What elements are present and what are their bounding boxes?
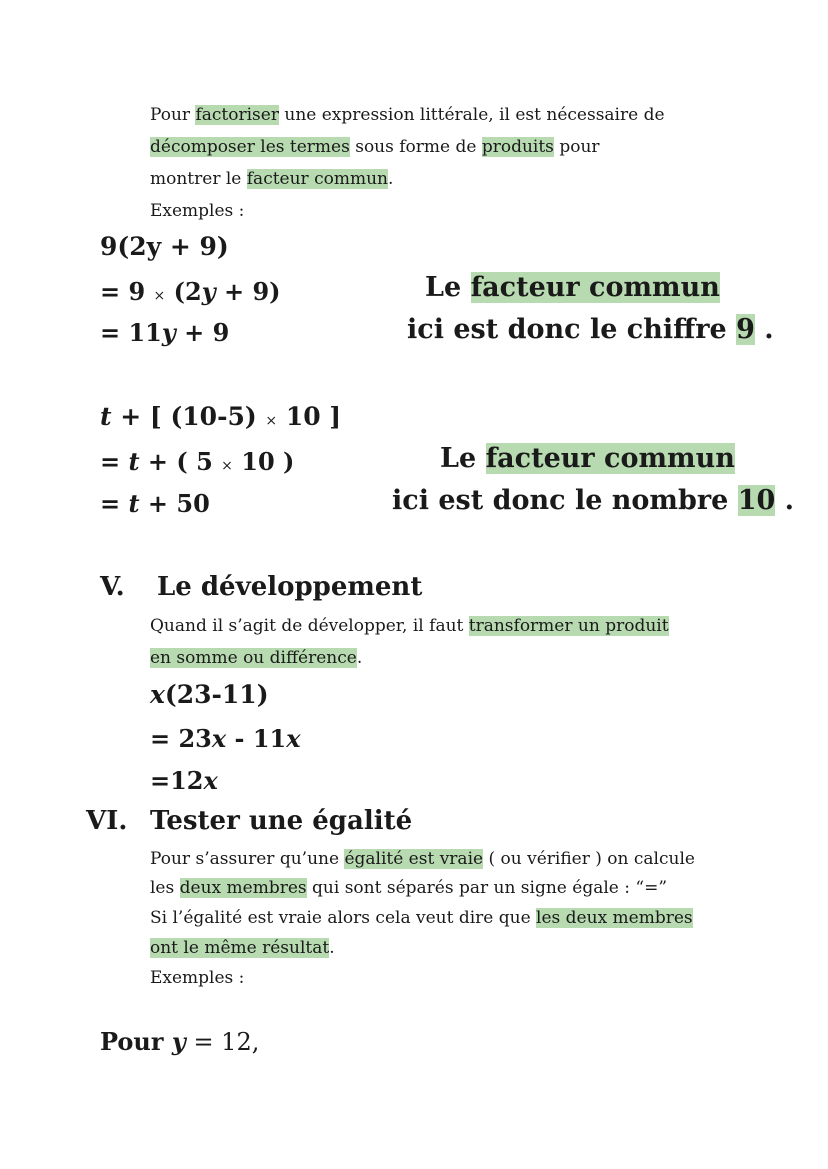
- text: montrer le: [150, 169, 247, 189]
- text: Le: [425, 272, 471, 303]
- text: ( ou vérifier ) on calcule: [483, 849, 695, 869]
- text: = 12,: [185, 1028, 260, 1056]
- ex1-line-3: [100, 318, 229, 347]
- variable: x: [211, 724, 227, 753]
- text: Pour: [150, 105, 196, 125]
- text: (2: [165, 277, 202, 306]
- text: =12: [150, 766, 204, 795]
- variable: x: [150, 680, 165, 709]
- section-6-pour: [100, 1027, 259, 1056]
- intro-line-1: [150, 99, 665, 131]
- text: les: [150, 878, 180, 898]
- ex1-side-2: [407, 314, 774, 345]
- ex2-side-2: [392, 485, 794, 516]
- highlight: facteur commun: [246, 169, 388, 189]
- text: .: [356, 648, 363, 668]
- text: + 50: [139, 489, 210, 518]
- text: Le: [440, 443, 486, 474]
- variable: t: [128, 489, 140, 518]
- text: .: [329, 938, 335, 958]
- variable: y: [161, 318, 176, 347]
- highlight: ont le même résultat: [150, 938, 330, 958]
- section-6-line-3: [150, 902, 693, 934]
- section-6-line-4: [150, 932, 335, 964]
- text: = 23: [150, 724, 212, 753]
- ex1-line-1: 9(2y + 9): [100, 232, 229, 261]
- variable: t: [128, 447, 140, 476]
- text: = 11: [100, 318, 162, 347]
- highlight: facteur commun: [485, 443, 735, 474]
- highlight: décomposer les termes: [150, 137, 350, 157]
- text: pour: [553, 137, 600, 157]
- section-6-line-2: [150, 872, 667, 904]
- times-sign: ×: [153, 288, 166, 304]
- highlight: factoriser: [195, 105, 279, 125]
- highlight: facteur commun: [470, 272, 720, 303]
- text: Si l’égalité est vraie alors cela veut dire que: [150, 908, 537, 928]
- text: Pour s’assurer qu’une: [150, 849, 345, 869]
- text: 10 ]: [277, 402, 342, 431]
- variable: y: [201, 277, 216, 306]
- variable: x: [203, 766, 218, 795]
- text: =: [100, 489, 129, 518]
- text: = 9: [100, 277, 154, 306]
- section-5-number: V.: [100, 572, 125, 602]
- text: ici est donc le chiffre: [407, 314, 737, 345]
- highlight: produits: [481, 137, 554, 157]
- section-6-title: Tester une égalité: [150, 806, 413, 836]
- text: ici est donc le nombre: [392, 485, 738, 516]
- highlight: 10: [737, 485, 776, 516]
- highlight: en somme ou différence: [150, 648, 357, 668]
- text: + 9: [175, 318, 230, 347]
- intro-line-2: [150, 131, 600, 163]
- text: .: [754, 314, 774, 345]
- text: 10 ): [232, 447, 295, 476]
- section-6-line-1: [150, 843, 695, 875]
- text: sous forme de: [349, 137, 482, 157]
- text: + 9): [215, 277, 281, 306]
- ex2-line-1: [100, 402, 341, 431]
- section-6-number: VI.: [86, 806, 128, 836]
- ex2-side-1: [440, 443, 735, 474]
- variable: x: [286, 724, 301, 753]
- section-5-eq-2: [150, 724, 301, 753]
- section-5-eq-1: [150, 680, 269, 709]
- times-sign: ×: [221, 458, 233, 474]
- highlight: transformer un produit: [468, 616, 669, 636]
- text: (23-11): [164, 680, 269, 709]
- highlight: deux membres: [179, 878, 307, 898]
- text: une expression littérale, il est nécessaire de: [278, 105, 665, 125]
- variable: t: [100, 402, 112, 431]
- text: =: [100, 447, 129, 476]
- text: qui sont séparés par un signe égale : “=”: [306, 878, 668, 898]
- ex2-line-2: [100, 447, 294, 476]
- text: Pour: [100, 1027, 172, 1056]
- text: Quand il s’agit de développer, il faut: [150, 616, 469, 636]
- highlight: égalité est vraie: [344, 849, 484, 869]
- ex2-line-3: [100, 489, 210, 518]
- variable: y: [171, 1027, 186, 1056]
- ex1-line-2: [100, 277, 281, 306]
- section-5-title: Le développement: [157, 572, 423, 602]
- section-5-eq-3: [150, 766, 218, 795]
- text: - 11: [226, 724, 287, 753]
- text: .: [387, 169, 394, 189]
- text: + [ (10-5): [111, 402, 266, 431]
- text: + ( 5: [139, 447, 222, 476]
- intro-line-3: [150, 163, 393, 195]
- examples-label: Exemples :: [150, 201, 245, 221]
- section-5-line-2: [150, 642, 362, 674]
- times-sign: ×: [265, 413, 278, 429]
- ex1-side-1: [425, 272, 720, 303]
- highlight: 9: [736, 314, 755, 345]
- highlight: les deux membres: [536, 908, 693, 928]
- text: .: [775, 485, 795, 516]
- section-5-line-1: [150, 610, 669, 642]
- section-6-examples-label: Exemples :: [150, 968, 245, 988]
